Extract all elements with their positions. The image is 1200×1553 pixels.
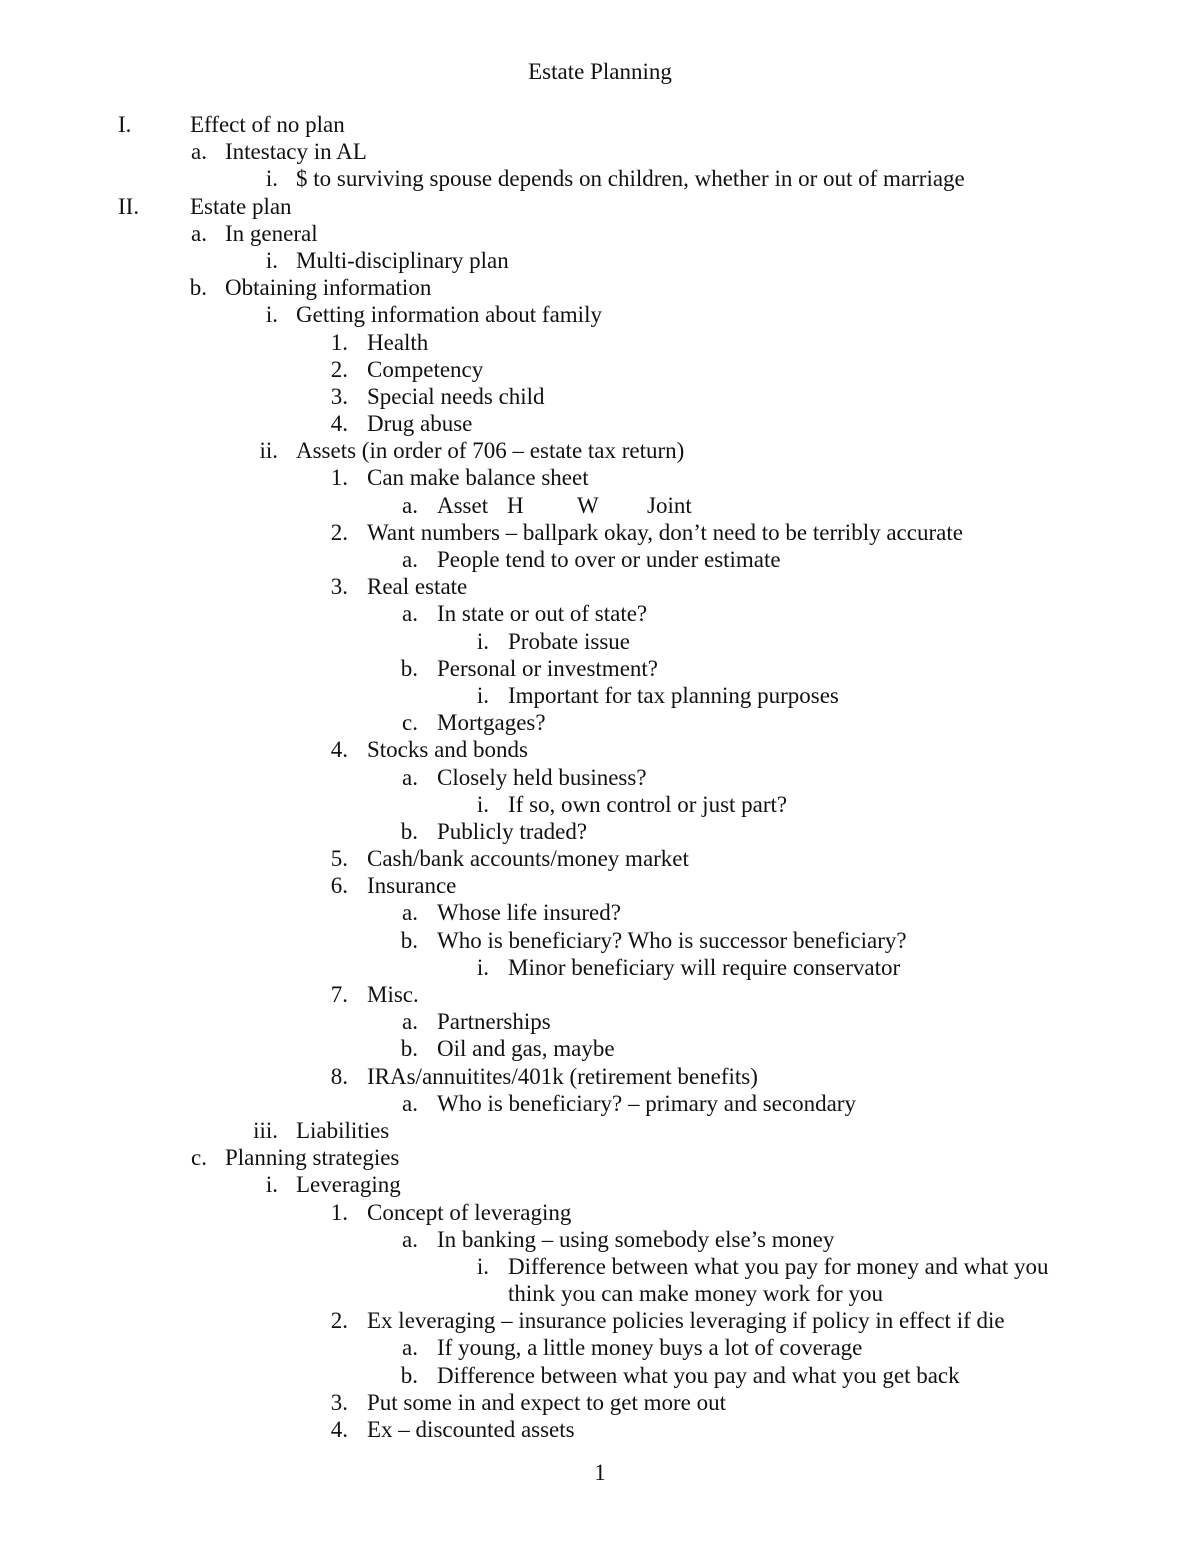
outline-item — [0, 111, 1200, 138]
outline-text: In banking – using somebody else’s money — [437, 1226, 835, 1252]
outline-item — [0, 655, 1200, 682]
outline-text: If young, a little money buys a lot of coverage — [437, 1335, 863, 1361]
outline-marker: 1. — [330, 1199, 348, 1225]
outline-text: Publicly traded? — [437, 818, 588, 844]
page-title: Estate Planning — [528, 59, 672, 84]
outline-item — [0, 1416, 1200, 1443]
outline-text: Liabilities — [296, 1117, 390, 1143]
outline-text: Difference between what you pay and what you get back — [437, 1362, 960, 1388]
balance-sheet-column: Asset — [437, 492, 489, 518]
outline-marker: b. — [400, 1036, 418, 1062]
outline-marker: a. — [402, 1090, 418, 1116]
outline-item — [0, 410, 1200, 437]
outline-item — [0, 1117, 1200, 1144]
outline-text: People tend to over or under estimate — [437, 547, 781, 572]
outline-item — [0, 1090, 1200, 1117]
outline-item — [0, 927, 1200, 954]
outline-item — [0, 981, 1200, 1008]
outline-item — [0, 274, 1200, 301]
outline-item — [0, 437, 1200, 464]
outline-text: If so, own control or just part? — [508, 791, 788, 817]
outline-text: Want numbers – ballpark okay, don’t need to be terribly accurate — [367, 519, 963, 545]
outline-marker: i. — [476, 628, 489, 654]
page-number: 1 — [594, 1460, 606, 1485]
outline-item — [0, 383, 1200, 410]
outline-item — [0, 220, 1200, 247]
outline-marker: 2. — [330, 1308, 348, 1334]
outline-text: IRAs/annuitites/401k (retirement benefits) — [367, 1063, 758, 1089]
outline-marker: i. — [265, 166, 278, 192]
outline-text: Real estate — [367, 574, 468, 600]
outline-text: Ex – discounted assets — [367, 1417, 575, 1443]
outline-text: Probate issue — [508, 628, 631, 654]
outline-marker: 2. — [330, 519, 348, 545]
outline-item — [0, 845, 1200, 872]
outline-text: Important for tax planning purposes — [508, 682, 839, 708]
outline-text: Minor beneficiary will require conservator — [508, 954, 901, 980]
outline-text: Insurance — [367, 873, 457, 899]
outline-text: Effect of no plan — [190, 112, 345, 137]
outline-item — [0, 492, 1200, 519]
outline-item — [0, 1171, 1200, 1198]
outline-marker: a. — [191, 139, 207, 165]
outline-marker: 3. — [330, 1389, 348, 1415]
outline-text: Stocks and bonds — [367, 737, 528, 763]
outline-text: Estate plan — [190, 193, 292, 219]
outline-text: Partnerships — [437, 1009, 551, 1035]
outline-marker: a. — [402, 547, 418, 572]
balance-sheet-column: W — [577, 492, 599, 518]
outline-item — [0, 301, 1200, 328]
outline-item — [0, 1063, 1200, 1090]
outline-text: Who is beneficiary? Who is successor beneficiary? — [437, 927, 907, 953]
outline-marker: 4. — [330, 411, 348, 437]
outline-text: Planning strategies — [225, 1145, 400, 1171]
outline-marker: II. — [118, 193, 140, 219]
outline-list — [0, 111, 1200, 1443]
outline-marker: c. — [191, 1145, 207, 1171]
outline-marker: a. — [402, 764, 418, 790]
outline-text: Getting information about family — [296, 302, 602, 328]
outline-item — [0, 1144, 1200, 1171]
outline-marker: 6. — [330, 873, 348, 899]
outline-item — [0, 600, 1200, 627]
outline-marker: a. — [402, 601, 418, 627]
outline-marker: a. — [402, 1226, 418, 1252]
outline-marker: a. — [402, 492, 418, 518]
outline-marker: a. — [191, 220, 207, 246]
outline-item — [0, 1226, 1200, 1253]
outline-item — [0, 193, 1200, 220]
outline-text: Closely held business? — [437, 764, 647, 790]
outline-marker: 3. — [330, 383, 348, 409]
outline-marker: 1. — [330, 465, 348, 491]
outline-item — [0, 1035, 1200, 1062]
outline-text: Who is beneficiary? – primary and secondary — [437, 1090, 856, 1116]
outline-item — [0, 818, 1200, 845]
outline-marker: i. — [476, 1253, 489, 1279]
outline-text: Intestacy in AL — [225, 139, 367, 165]
outline-text: Health — [367, 329, 429, 355]
outline-item — [0, 1008, 1200, 1035]
outline-marker: i. — [476, 682, 489, 708]
outline-item — [0, 247, 1200, 274]
outline-marker: a. — [402, 1009, 418, 1035]
outline-item — [0, 628, 1200, 655]
outline-marker: 5. — [330, 846, 348, 872]
outline-item — [0, 356, 1200, 383]
outline-marker: i. — [265, 302, 278, 328]
outline-marker: i. — [476, 954, 489, 980]
outline-text: Can make balance sheet — [367, 465, 589, 491]
outline-item — [0, 519, 1200, 546]
outline-item — [0, 1389, 1200, 1416]
outline-text: Misc. — [367, 982, 419, 1007]
outline-item — [0, 165, 1200, 192]
outline-text: Assets (in order of 706 – estate tax return) — [296, 438, 685, 464]
outline-marker: 8. — [330, 1063, 348, 1089]
outline-text: Concept of leveraging — [367, 1199, 572, 1225]
outline-text: Personal or investment? — [437, 655, 659, 681]
outline-marker: i. — [265, 247, 278, 273]
outline-text: Multi-disciplinary plan — [296, 247, 509, 273]
outline-text: Mortgages? — [437, 710, 546, 736]
outline-text: Leveraging — [296, 1172, 401, 1198]
outline-text: In general — [225, 220, 318, 246]
outline-text: Whose life insured? — [437, 900, 621, 926]
outline-item — [0, 138, 1200, 165]
outline-marker: 2. — [330, 356, 348, 382]
outline-item — [0, 1307, 1200, 1334]
outline-item — [0, 764, 1200, 791]
outline-item — [0, 546, 1200, 573]
outline-item — [0, 1362, 1200, 1389]
outline-marker: i. — [265, 1172, 278, 1198]
balance-sheet-column: H — [507, 492, 524, 518]
outline-marker: b. — [400, 1362, 418, 1388]
outline-item — [0, 736, 1200, 763]
outline-marker: i. — [476, 791, 489, 817]
outline-text: $ to surviving spouse depends on children, whether in or out of marriage — [296, 166, 965, 192]
outline-text: Put some in and expect to get more out — [367, 1389, 726, 1415]
outline-marker: iii. — [253, 1117, 278, 1143]
outline-item — [0, 709, 1200, 736]
outline-item — [0, 1253, 1200, 1307]
outline-marker: b. — [400, 818, 418, 844]
outline-text — [437, 492, 717, 519]
outline-item — [0, 1199, 1200, 1226]
outline-item — [0, 872, 1200, 899]
outline-marker: b. — [400, 655, 418, 681]
outline-marker: c. — [402, 710, 418, 736]
outline-marker: a. — [402, 900, 418, 926]
outline-item — [0, 573, 1200, 600]
outline-marker: 1. — [330, 329, 348, 355]
outline-text: In state or out of state? — [437, 601, 648, 627]
outline-marker: 7. — [330, 982, 348, 1007]
outline-text: Competency — [367, 356, 484, 382]
outline-marker: 4. — [330, 1417, 348, 1443]
outline-marker: 3. — [330, 574, 348, 600]
outline-text: Drug abuse — [367, 411, 473, 437]
balance-sheet-column: Joint — [647, 492, 692, 518]
outline-text: Oil and gas, maybe — [437, 1036, 615, 1062]
outline-item — [0, 954, 1200, 981]
outline-text: Cash/bank accounts/money market — [367, 846, 689, 872]
outline-marker: 4. — [330, 737, 348, 763]
outline-item — [0, 464, 1200, 491]
outline-marker: b. — [400, 927, 418, 953]
outline-item — [0, 899, 1200, 926]
outline-marker: I. — [118, 112, 132, 137]
outline-item — [0, 329, 1200, 356]
outline-text: Difference between what you pay for money and what you think you can make money work for you — [508, 1253, 1049, 1307]
outline-text: Special needs child — [367, 383, 545, 409]
outline-text: Obtaining information — [225, 275, 432, 301]
outline-marker: a. — [402, 1335, 418, 1361]
outline-item — [0, 1334, 1200, 1361]
outline-marker: b. — [189, 275, 207, 301]
outline-marker: ii. — [259, 438, 278, 464]
outline-item — [0, 682, 1200, 709]
outline-item — [0, 791, 1200, 818]
outline-text: Ex leveraging – insurance policies leveraging if policy in effect if die — [367, 1308, 1005, 1334]
